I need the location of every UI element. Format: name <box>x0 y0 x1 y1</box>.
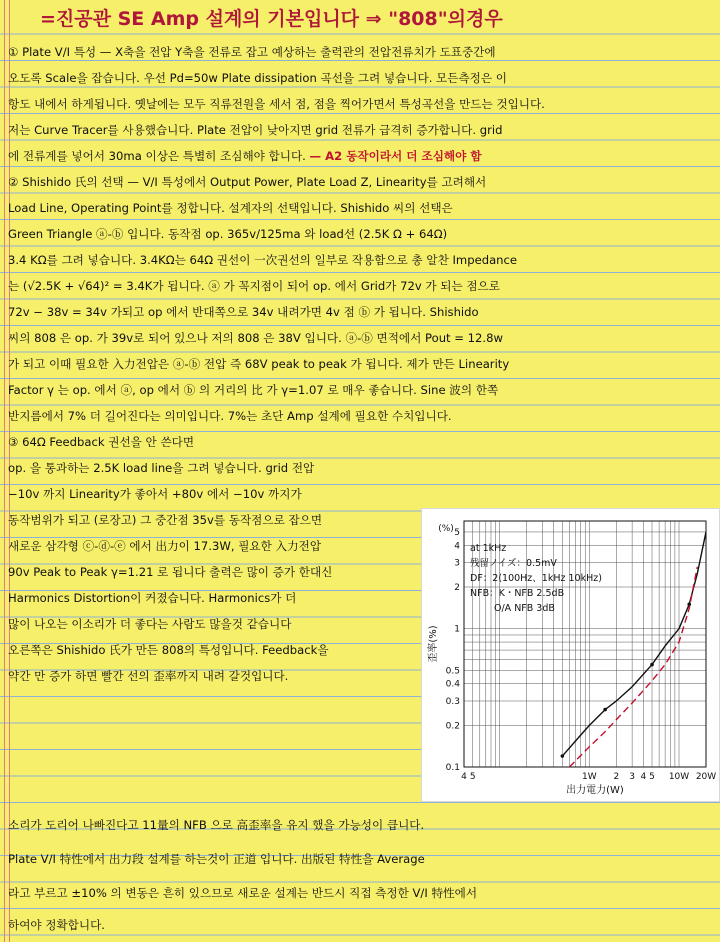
x-tick-label-3: 2 <box>613 772 620 782</box>
text-line-24: 오른쪽은 Shishido 氏가 만든 808의 특성입니다. Feedback을 <box>8 643 329 657</box>
y-tick-label-3: 0.4 <box>445 679 460 690</box>
text-line-15: 반지름에서 7% 더 길어진다는 의미입니다. 7%는 초단 Amp 설계에 필요한 수치입니다. <box>8 409 452 423</box>
series-0-point-0 <box>561 754 565 758</box>
x-tick-label-0: 4 <box>461 772 467 782</box>
y-tick-label-0: 0.1 <box>445 763 460 773</box>
text-line-7: Load Line, Operating Point를 정합니다. 설계자의 선택입니다. Shishido 씨의 선택은 <box>8 201 453 215</box>
y-tick-label-1: 0.2 <box>445 721 460 732</box>
y-tick-label-4: 0.5 <box>445 666 460 677</box>
text-line-9: 3.4 KΩ를 그려 넣습니다. 3.4KΩ는 64Ω 권선이 一次권선의 일부로 작용함으로 총 알찬 Impedance <box>8 253 518 267</box>
text-line-21: 90v Peak to Peak γ=1.21 로 됩니다 출력은 많이 증가 한대신 <box>8 565 333 579</box>
chart-annotation-3: NFB：K・NFB 2.5dB <box>470 588 565 599</box>
chart-annotation-0: at 1kHz <box>470 543 507 554</box>
text-line-3: 항도 내에서 하게됩니다. 옛날에는 모두 직류전원을 세서 점, 점을 찍어가면서 특성곡선을 만드는 것입니다. <box>8 97 545 111</box>
margin-line-left <box>4 0 5 942</box>
x-tick-label-8: 20W <box>695 772 717 782</box>
distortion-chart <box>422 509 719 801</box>
y-tick-label-2: 0.3 <box>445 696 460 707</box>
text-line-17: op. 을 통과하는 2.5K load line을 그려 넣습니다. grid 전압 <box>8 461 315 475</box>
x-tick-label-6: 5 <box>649 772 655 782</box>
y-tick-label-5: 1 <box>454 624 460 635</box>
series-0-point-6 <box>650 663 654 667</box>
x-tick-label-4: 3 <box>629 772 635 782</box>
text-line-18: −10v 까지 Linearity가 좋아서 +80v 에서 −10v 까지가 <box>8 487 302 501</box>
text-line-19: 동작범위가 되고 (로장고) 그 중간점 35v를 동작점으로 잡으면 <box>8 513 323 527</box>
text-line-4: 저는 Curve Tracer를 사용했습니다. Plate 전압이 낮아지면 grid 전류가 급격히 증가합니다. grid <box>8 123 503 137</box>
text-line-8: Green Triangle ⓐ-ⓑ 입니다. 동작점 op. 365v/125ma 와 load선 (2.5K Ω + 64Ω) <box>8 227 448 241</box>
y-unit-label: (%) <box>438 524 454 534</box>
text-line-11: 72v − 38v = 34v 가되고 op 에서 반대쪽으로 34v 내려가면 4v 점 ⓑ 가 됩니다. Shishido <box>8 305 479 319</box>
y-axis-label: 歪率(%) <box>428 625 439 663</box>
text-line-13: 가 되고 이때 필요한 入力전압은 ⓐ-ⓑ 전압 즉 68V peak to peak 가 됩니다. 제가 만든 Linearity <box>8 357 510 371</box>
red-warning-note: — A2 동작이라서 더 조심해야 함 <box>309 149 482 163</box>
text-line-25: 약간 만 증가 하면 빨간 선의 歪率까지 내려 갈것입니다. <box>8 669 289 683</box>
text-line-20: 새로운 삼각형 ⓒ-ⓓ-ⓔ 에서 出力이 17.3W, 필요한 入力전압 <box>8 539 322 553</box>
text-line-5 <box>8 149 714 163</box>
chart-annotation-2: DF：2(100Hz、1kHz 10kHz) <box>470 573 602 584</box>
text-line-29: 하여야 정확합니다. <box>8 918 105 932</box>
text-line-23: 많이 나오는 이소리가 더 좋다는 사람도 많을것 같습니다 <box>8 617 292 631</box>
x-tick-label-7: 10W <box>668 772 690 782</box>
x-axis-label: 出力電力(W) <box>566 785 624 796</box>
text-line-26: 소리가 도리어 나빠진다고 11量의 NFB 으로 高歪率을 유지 했을 가능성이 큽니다. <box>8 818 425 832</box>
text-line-12: 씨의 808 은 op. 가 39v로 되어 있으나 저의 808 은 38V 입니다. ⓐ-ⓑ 면적에서 Pout = 12.8w <box>8 331 503 345</box>
series-line-0 <box>562 532 706 756</box>
text-line-1: ① Plate V/I 특성 — X축을 전압 Y축을 전류로 잡고 예상하는 출력관의 전압전류치가 도표중간에 <box>8 45 496 59</box>
y-tick-label-8: 4 <box>454 541 460 552</box>
y-tick-label-6: 2 <box>454 583 460 594</box>
series-line-1 <box>569 567 697 767</box>
distortion-graph-card <box>421 508 720 802</box>
text-line-22: Harmonics Distortion이 커졌습니다. Harmonics가 더 <box>8 591 297 605</box>
text-line-14: Factor γ 는 op. 에서 ⓐ, op 에서 ⓑ 의 거리의 比 가 γ=1.07 로 매우 좋습니다. Sine 波의 한쪽 <box>8 383 499 397</box>
chart-annotation-4: O/A NFB 3dB <box>494 603 555 614</box>
text-line-28: 라고 부르고 ±10% 의 변동은 흔히 있으므로 새로운 설계는 반드시 직접 측정한 V/I 特性에서 <box>8 886 478 900</box>
x-tick-label-1: 5 <box>469 772 476 782</box>
text-line-16: ③ 64Ω Feedback 권선을 안 쓴다면 <box>8 435 195 449</box>
text-line-6: ② Shishido 氏의 선택 — V/I 특성에서 Output Power, Plate Load Z, Linearity를 고려해서 <box>8 175 487 189</box>
text-line-5-body: 에 전류계를 넣어서 30ma 이상은 특별히 조심해야 합니다. <box>8 149 306 163</box>
series-0-point-3 <box>603 708 607 712</box>
x-tick-label-2: 1W <box>582 772 597 782</box>
x-tick-label-5: 4 <box>640 772 647 782</box>
page-title: =진공관 SE Amp 설계의 기본입니다 ⇒ "808"의경우 <box>40 8 503 30</box>
text-line-10: 는 (√2.5K + √64)² = 3.4K가 됩니다. ⓐ 가 꼭지점이 되어 op. 에서 Grid가 72v 가 되는 점으로 <box>8 279 500 293</box>
chart-annotation-1: 残留ノイズ：0.5mV <box>470 558 557 569</box>
text-line-2: 오도록 Scale을 잡습니다. 우선 Pd=50w Plate dissipation 곡선을 그려 넣습니다. 모든측정은 이 <box>8 71 507 85</box>
text-line-27: Plate V/I 特性에서 出力段 설계를 하는것이 正道 입니다. 出版된 特性을 Average <box>8 852 425 866</box>
y-tick-label-9: 5 <box>454 527 460 538</box>
y-tick-label-7: 3 <box>454 558 460 569</box>
